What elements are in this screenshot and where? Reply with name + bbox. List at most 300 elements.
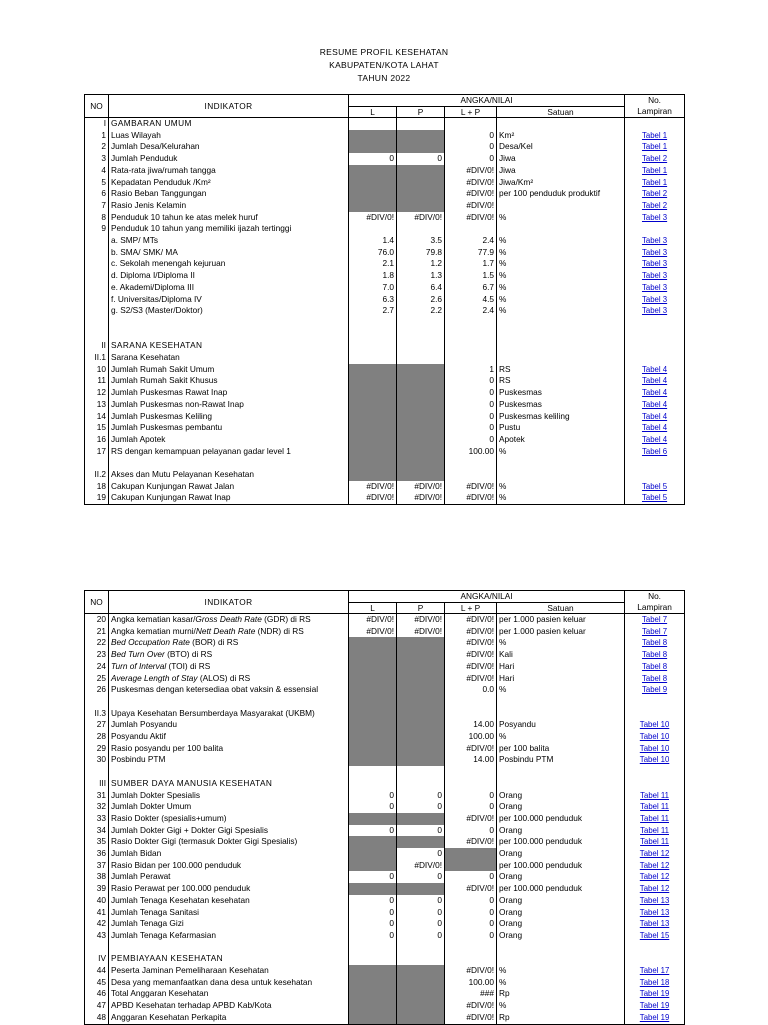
value-lp bbox=[445, 118, 497, 130]
lampiran-link[interactable]: Tabel 12 bbox=[639, 884, 670, 894]
value-l bbox=[349, 130, 397, 142]
unit-label: Posyandu bbox=[497, 719, 625, 731]
value-l bbox=[349, 708, 397, 720]
value-l: #DIV/0! bbox=[349, 481, 397, 493]
table-row bbox=[85, 696, 685, 708]
row-number: 23 bbox=[85, 649, 109, 661]
value-lp: 0 bbox=[445, 375, 497, 387]
table-row bbox=[85, 329, 685, 341]
value-lp: 0 bbox=[445, 422, 497, 434]
lampiran-cell bbox=[625, 457, 685, 469]
value-lp: 0 bbox=[445, 801, 497, 813]
value-lp: #DIV/0! bbox=[445, 200, 497, 212]
value-l bbox=[349, 340, 397, 352]
table-row bbox=[85, 930, 685, 942]
row-number: 33 bbox=[85, 813, 109, 825]
value-p: #DIV/0! bbox=[397, 860, 445, 872]
lampiran-cell bbox=[625, 708, 685, 720]
value-p bbox=[397, 364, 445, 376]
lampiran-cell bbox=[625, 825, 685, 837]
unit-label: % bbox=[497, 305, 625, 317]
value-p bbox=[397, 661, 445, 673]
value-l bbox=[349, 813, 397, 825]
indicator-label: Rasio Dokter Gigi (termasuk Dokter Gigi Spesialis) bbox=[109, 836, 349, 848]
lampiran-cell bbox=[625, 649, 685, 661]
lampiran-link[interactable]: Tabel 3 bbox=[641, 271, 668, 281]
header-angka-nilai: ANGKA/NILAI bbox=[349, 591, 625, 603]
value-p bbox=[397, 836, 445, 848]
value-lp bbox=[445, 352, 497, 364]
header-lp: L + P bbox=[445, 106, 497, 118]
table-row bbox=[85, 637, 685, 649]
value-l: 0 bbox=[349, 871, 397, 883]
unit-label: Desa/Kel bbox=[497, 141, 625, 153]
value-lp: 100.00 bbox=[445, 446, 497, 458]
value-l: 6.3 bbox=[349, 294, 397, 306]
lampiran-link[interactable]: Tabel 4 bbox=[641, 399, 668, 409]
value-lp: 1.7 bbox=[445, 258, 497, 270]
value-lp: #DIV/0! bbox=[445, 188, 497, 200]
value-p: 1.2 bbox=[397, 258, 445, 270]
table-row bbox=[85, 492, 685, 504]
lampiran-link[interactable]: Tabel 10 bbox=[639, 732, 670, 742]
unit-label: Rp bbox=[497, 1012, 625, 1024]
lampiran-link[interactable]: Tabel 5 bbox=[641, 481, 668, 491]
lampiran-cell bbox=[625, 200, 685, 212]
table-row bbox=[85, 481, 685, 493]
value-lp: 0 bbox=[445, 907, 497, 919]
unit-label bbox=[497, 708, 625, 720]
table-row bbox=[85, 743, 685, 755]
row-number: 29 bbox=[85, 743, 109, 755]
lampiran-cell bbox=[625, 626, 685, 638]
lampiran-link[interactable]: Tabel 1 bbox=[641, 165, 668, 175]
value-l bbox=[349, 953, 397, 965]
lampiran-link[interactable]: Tabel 13 bbox=[639, 907, 670, 917]
indicator-label: Jumlah Tenaga Kesehatan kesehatan bbox=[109, 895, 349, 907]
value-p bbox=[397, 637, 445, 649]
lampiran-link[interactable]: Tabel 10 bbox=[639, 755, 670, 765]
value-l: 2.7 bbox=[349, 305, 397, 317]
value-l bbox=[349, 942, 397, 954]
value-p: 0 bbox=[397, 895, 445, 907]
value-lp: 0 bbox=[445, 895, 497, 907]
lampiran-link[interactable]: Tabel 4 bbox=[641, 423, 668, 433]
value-p bbox=[397, 965, 445, 977]
lampiran-link[interactable]: Tabel 3 bbox=[641, 294, 668, 304]
lampiran-cell bbox=[625, 953, 685, 965]
row-number bbox=[85, 942, 109, 954]
lampiran-link[interactable]: Tabel 7 bbox=[641, 626, 668, 636]
table-body bbox=[85, 118, 685, 505]
value-l: 0 bbox=[349, 801, 397, 813]
lampiran-link[interactable]: Tabel 6 bbox=[641, 446, 668, 456]
row-number: 19 bbox=[85, 492, 109, 504]
value-p: 0 bbox=[397, 930, 445, 942]
row-number: 47 bbox=[85, 1000, 109, 1012]
row-number: 35 bbox=[85, 836, 109, 848]
lampiran-link[interactable]: Tabel 2 bbox=[641, 189, 668, 199]
unit-label: % bbox=[497, 282, 625, 294]
indicator-label: Penduduk 10 tahun yang memiliki ijazah tertinggi bbox=[109, 223, 349, 235]
value-l bbox=[349, 399, 397, 411]
unit-label: per 1.000 pasien keluar bbox=[497, 626, 625, 638]
row-number: 24 bbox=[85, 661, 109, 673]
lampiran-link[interactable]: Tabel 12 bbox=[639, 849, 670, 859]
row-number: 27 bbox=[85, 719, 109, 731]
value-lp: #DIV/0! bbox=[445, 177, 497, 189]
lampiran-link[interactable]: Tabel 4 bbox=[641, 388, 668, 398]
row-number: 12 bbox=[85, 387, 109, 399]
resume-table-part-2 bbox=[84, 590, 685, 1025]
indicator-label: a. SMP/ MTs bbox=[109, 235, 349, 247]
lampiran-link[interactable]: Tabel 13 bbox=[639, 895, 670, 905]
value-p bbox=[397, 977, 445, 989]
value-p bbox=[397, 708, 445, 720]
table-row bbox=[85, 614, 685, 626]
lampiran-link[interactable]: Tabel 3 bbox=[641, 282, 668, 292]
value-l: 0 bbox=[349, 930, 397, 942]
row-number: IV bbox=[85, 953, 109, 965]
lampiran-cell bbox=[625, 118, 685, 130]
row-number bbox=[85, 270, 109, 282]
value-p bbox=[397, 778, 445, 790]
table-row bbox=[85, 130, 685, 142]
value-l bbox=[349, 469, 397, 481]
value-l bbox=[349, 375, 397, 387]
lampiran-cell bbox=[625, 696, 685, 708]
value-l bbox=[349, 965, 397, 977]
value-p bbox=[397, 988, 445, 1000]
value-lp bbox=[445, 469, 497, 481]
table-row bbox=[85, 883, 685, 895]
value-p bbox=[397, 118, 445, 130]
unit-label: Orang bbox=[497, 918, 625, 930]
value-l bbox=[349, 434, 397, 446]
table-row bbox=[85, 411, 685, 423]
row-number bbox=[85, 258, 109, 270]
value-lp: #DIV/0! bbox=[445, 1012, 497, 1024]
table-row bbox=[85, 965, 685, 977]
table-row bbox=[85, 719, 685, 731]
lampiran-cell bbox=[625, 422, 685, 434]
indicator-label: Jumlah Puskesmas non-Rawat Inap bbox=[109, 399, 349, 411]
value-lp: 14.00 bbox=[445, 719, 497, 731]
lampiran-link[interactable]: Tabel 10 bbox=[639, 743, 670, 753]
row-number: 28 bbox=[85, 731, 109, 743]
table-row bbox=[85, 294, 685, 306]
unit-label: % bbox=[497, 247, 625, 259]
lampiran-link[interactable]: Tabel 15 bbox=[639, 930, 670, 940]
lampiran-cell bbox=[625, 177, 685, 189]
lampiran-cell bbox=[625, 778, 685, 790]
value-l bbox=[349, 457, 397, 469]
lampiran-link[interactable]: Tabel 9 bbox=[641, 685, 668, 695]
table-body bbox=[85, 614, 685, 1025]
value-lp: 2.4 bbox=[445, 305, 497, 317]
value-l bbox=[349, 1000, 397, 1012]
row-number: II.3 bbox=[85, 708, 109, 720]
value-l: 1.4 bbox=[349, 235, 397, 247]
unit-label: % bbox=[497, 977, 625, 989]
lampiran-link[interactable]: Tabel 8 bbox=[641, 650, 668, 660]
table-row bbox=[85, 871, 685, 883]
row-number: 1 bbox=[85, 130, 109, 142]
table-row bbox=[85, 352, 685, 364]
lampiran-link[interactable]: Tabel 2 bbox=[641, 154, 668, 164]
unit-label: Orang bbox=[497, 801, 625, 813]
row-number: 45 bbox=[85, 977, 109, 989]
value-l: #DIV/0! bbox=[349, 614, 397, 626]
value-p: #DIV/0! bbox=[397, 212, 445, 224]
lampiran-link[interactable]: Tabel 17 bbox=[639, 966, 670, 976]
row-number: 20 bbox=[85, 614, 109, 626]
value-l bbox=[349, 422, 397, 434]
value-p bbox=[397, 1012, 445, 1024]
value-l bbox=[349, 223, 397, 235]
value-l: 0 bbox=[349, 918, 397, 930]
lampiran-link[interactable]: Tabel 11 bbox=[640, 837, 669, 847]
lampiran-cell bbox=[625, 352, 685, 364]
value-l bbox=[349, 118, 397, 130]
table-row bbox=[85, 977, 685, 989]
indicator-label: Rasio Jenis Kelamin bbox=[109, 200, 349, 212]
lampiran-cell bbox=[625, 988, 685, 1000]
value-l: #DIV/0! bbox=[349, 626, 397, 638]
lampiran-link[interactable]: Tabel 12 bbox=[639, 860, 670, 870]
indicator-label: Peserta Jaminan Pemeliharaan Kesehatan bbox=[109, 965, 349, 977]
value-p bbox=[397, 469, 445, 481]
lampiran-cell bbox=[625, 661, 685, 673]
value-p bbox=[397, 953, 445, 965]
unit-label: Apotek bbox=[497, 434, 625, 446]
lampiran-cell bbox=[625, 907, 685, 919]
row-number: 38 bbox=[85, 871, 109, 883]
lampiran-link[interactable]: Tabel 4 bbox=[641, 411, 668, 421]
row-number: I bbox=[85, 118, 109, 130]
lampiran-link[interactable]: Tabel 3 bbox=[641, 259, 668, 269]
lampiran-link[interactable]: Tabel 11 bbox=[640, 790, 669, 800]
row-number: 22 bbox=[85, 637, 109, 649]
value-l bbox=[349, 766, 397, 778]
lampiran-cell bbox=[625, 130, 685, 142]
table-row bbox=[85, 223, 685, 235]
indicator-label: Jumlah Bidan bbox=[109, 848, 349, 860]
lampiran-link[interactable]: Tabel 7 bbox=[641, 615, 668, 624]
value-p bbox=[397, 200, 445, 212]
unit-label: Rp bbox=[497, 988, 625, 1000]
value-l: 0 bbox=[349, 825, 397, 837]
value-p bbox=[397, 422, 445, 434]
indicator-label: Total Anggaran Kesehatan bbox=[109, 988, 349, 1000]
table-row bbox=[85, 848, 685, 860]
row-number bbox=[85, 317, 109, 329]
resume-table-part-1 bbox=[84, 94, 685, 505]
value-lp: #DIV/0! bbox=[445, 492, 497, 504]
lampiran-cell bbox=[625, 282, 685, 294]
indicator-label: b. SMA/ SMK/ MA bbox=[109, 247, 349, 259]
document-title bbox=[0, 46, 768, 85]
indicator-label: Rasio Perawat per 100.000 penduduk bbox=[109, 883, 349, 895]
lampiran-link[interactable]: Tabel 4 bbox=[641, 364, 668, 374]
value-p: 79.8 bbox=[397, 247, 445, 259]
value-p bbox=[397, 223, 445, 235]
lampiran-link[interactable]: Tabel 19 bbox=[639, 989, 670, 999]
value-p bbox=[397, 165, 445, 177]
lampiran-link[interactable]: Tabel 19 bbox=[639, 1001, 670, 1011]
lampiran-link[interactable]: Tabel 3 bbox=[641, 247, 668, 257]
value-p: #DIV/0! bbox=[397, 492, 445, 504]
lampiran-link[interactable]: Tabel 13 bbox=[639, 919, 670, 929]
value-p bbox=[397, 731, 445, 743]
table-row bbox=[85, 673, 685, 685]
row-number: 43 bbox=[85, 930, 109, 942]
header-l: L bbox=[349, 106, 397, 118]
lampiran-link[interactable]: Tabel 11 bbox=[640, 825, 669, 835]
value-l bbox=[349, 673, 397, 685]
row-number: 42 bbox=[85, 918, 109, 930]
indicator-label: Cakupan Kunjungan Rawat Inap bbox=[109, 492, 349, 504]
lampiran-link[interactable]: Tabel 2 bbox=[641, 200, 668, 210]
lampiran-link[interactable]: Tabel 1 bbox=[641, 177, 668, 187]
lampiran-link[interactable]: Tabel 1 bbox=[641, 130, 668, 140]
lampiran-link[interactable]: Tabel 5 bbox=[641, 493, 668, 503]
lampiran-cell bbox=[625, 235, 685, 247]
value-lp: 1.5 bbox=[445, 270, 497, 282]
lampiran-link[interactable]: Tabel 11 bbox=[640, 802, 669, 812]
header-satuan: Satuan bbox=[497, 106, 625, 118]
lampiran-link[interactable]: Tabel 1 bbox=[641, 142, 668, 152]
lampiran-cell bbox=[625, 614, 685, 626]
indicator-label: Posyandu Aktif bbox=[109, 731, 349, 743]
lampiran-link[interactable]: Tabel 3 bbox=[641, 306, 668, 316]
unit-label: Kali bbox=[497, 649, 625, 661]
indicator-label: Jumlah Posyandu bbox=[109, 719, 349, 731]
header-lampiran: No. Lampiran bbox=[625, 591, 685, 614]
indicator-label bbox=[109, 766, 349, 778]
lampiran-link[interactable]: Tabel 3 bbox=[641, 236, 668, 246]
unit-label: Orang bbox=[497, 825, 625, 837]
row-number: 37 bbox=[85, 860, 109, 872]
lampiran-cell bbox=[625, 153, 685, 165]
value-lp: 100.00 bbox=[445, 977, 497, 989]
header-angka-nilai: ANGKA/NILAI bbox=[349, 95, 625, 107]
table-row bbox=[85, 235, 685, 247]
row-number: 13 bbox=[85, 399, 109, 411]
value-l bbox=[349, 364, 397, 376]
table-row bbox=[85, 649, 685, 661]
indicator-label: d. Diploma I/Diploma II bbox=[109, 270, 349, 282]
value-lp bbox=[445, 696, 497, 708]
unit-label: RS bbox=[497, 375, 625, 387]
value-l: 0 bbox=[349, 895, 397, 907]
lampiran-cell bbox=[625, 270, 685, 282]
lampiran-cell bbox=[625, 258, 685, 270]
table-row bbox=[85, 305, 685, 317]
unit-label: % bbox=[497, 258, 625, 270]
unit-label: Hari bbox=[497, 661, 625, 673]
table-row bbox=[85, 626, 685, 638]
lampiran-cell bbox=[625, 469, 685, 481]
unit-label: Orang bbox=[497, 790, 625, 802]
lampiran-link[interactable]: Tabel 12 bbox=[639, 872, 670, 882]
lampiran-cell bbox=[625, 411, 685, 423]
row-number: 44 bbox=[85, 965, 109, 977]
lampiran-link[interactable]: Tabel 8 bbox=[641, 638, 668, 648]
lampiran-cell bbox=[625, 684, 685, 696]
indicator-label: Jumlah Tenaga Kefarmasian bbox=[109, 930, 349, 942]
value-l bbox=[349, 754, 397, 766]
indicator-label: Puskesmas dengan ketersediaa obat vaksin & essensial bbox=[109, 684, 349, 696]
value-p bbox=[397, 375, 445, 387]
table-row bbox=[85, 247, 685, 259]
lampiran-cell bbox=[625, 387, 685, 399]
lampiran-cell bbox=[625, 364, 685, 376]
row-number bbox=[85, 329, 109, 341]
indicator-label: APBD Kesehatan terhadap APBD Kab/Kota bbox=[109, 1000, 349, 1012]
indicator-label: Kepadatan Penduduk /Km² bbox=[109, 177, 349, 189]
row-number: 9 bbox=[85, 223, 109, 235]
lampiran-link[interactable]: Tabel 3 bbox=[641, 212, 668, 222]
value-lp: 6.7 bbox=[445, 282, 497, 294]
lampiran-link[interactable]: Tabel 18 bbox=[639, 977, 670, 987]
value-l bbox=[349, 329, 397, 341]
value-p: 0 bbox=[397, 801, 445, 813]
value-p bbox=[397, 317, 445, 329]
row-number: 4 bbox=[85, 165, 109, 177]
value-lp: 0 bbox=[445, 130, 497, 142]
header-satuan: Satuan bbox=[497, 602, 625, 614]
value-lp: ### bbox=[445, 988, 497, 1000]
lampiran-cell bbox=[625, 930, 685, 942]
indicator-label: Posbindu PTM bbox=[109, 754, 349, 766]
lampiran-cell bbox=[625, 434, 685, 446]
indicator-label: Turn of Interval (TOI) di RS bbox=[109, 661, 349, 673]
table-row bbox=[85, 153, 685, 165]
indicator-label bbox=[109, 696, 349, 708]
lampiran-link[interactable]: Tabel 4 bbox=[641, 376, 668, 386]
unit-label: % bbox=[497, 235, 625, 247]
title-line-1: RESUME PROFIL KESEHATAN bbox=[319, 47, 449, 57]
lampiran-link[interactable]: Tabel 11 bbox=[640, 813, 669, 823]
value-p: 0 bbox=[397, 918, 445, 930]
unit-label: Km² bbox=[497, 130, 625, 142]
unit-label: % bbox=[497, 294, 625, 306]
lampiran-cell bbox=[625, 399, 685, 411]
value-lp bbox=[445, 766, 497, 778]
value-l: 76.0 bbox=[349, 247, 397, 259]
lampiran-link[interactable]: Tabel 8 bbox=[641, 661, 668, 671]
value-lp bbox=[445, 708, 497, 720]
table-row bbox=[85, 422, 685, 434]
value-lp: #DIV/0! bbox=[445, 614, 497, 626]
row-number: 17 bbox=[85, 446, 109, 458]
value-p bbox=[397, 434, 445, 446]
lampiran-link[interactable]: Tabel 10 bbox=[639, 720, 670, 730]
indicator-label: Desa yang memanfaatkan dana desa untuk kesehatan bbox=[109, 977, 349, 989]
lampiran-link[interactable]: Tabel 8 bbox=[641, 673, 668, 683]
unit-label bbox=[497, 766, 625, 778]
table-row bbox=[85, 340, 685, 352]
indicator-label: Jumlah Puskesmas pembantu bbox=[109, 422, 349, 434]
indicator-label: Jumlah Penduduk bbox=[109, 153, 349, 165]
value-lp bbox=[445, 953, 497, 965]
lampiran-link[interactable]: Tabel 4 bbox=[641, 434, 668, 444]
lampiran-link[interactable]: Tabel 19 bbox=[639, 1012, 670, 1022]
unit-label: Puskesmas bbox=[497, 399, 625, 411]
row-number bbox=[85, 247, 109, 259]
table-row bbox=[85, 684, 685, 696]
